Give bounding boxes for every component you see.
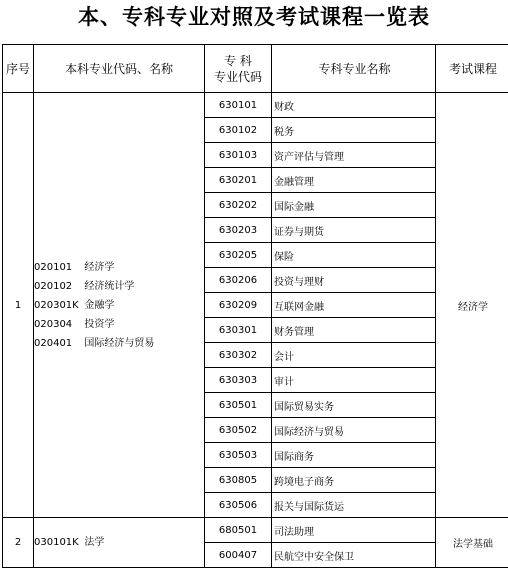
- junior-major-name: 税务: [272, 118, 436, 143]
- junior-major-name: 金融管理: [272, 168, 436, 193]
- junior-major-code: 630805: [205, 468, 272, 493]
- header-name: 专科专业名称: [272, 45, 436, 93]
- undergrad-major-name: 金融学: [84, 299, 115, 311]
- undergrad-major-code: 020401: [34, 337, 73, 349]
- junior-major-code: 630301: [205, 318, 272, 343]
- undergrad-major-code: 020304: [34, 318, 73, 330]
- junior-major-name: 保险: [272, 243, 436, 268]
- junior-major-name: 司法助理: [272, 518, 436, 543]
- junior-major-name: 报关与国际货运: [272, 493, 436, 518]
- junior-major-code: 630102: [205, 118, 272, 143]
- undergrad-major-list: [34, 518, 205, 568]
- header-code-line1: 专 科: [224, 53, 252, 68]
- undergrad-major-list: [34, 93, 205, 518]
- junior-major-code: 630201: [205, 168, 272, 193]
- header-exam: 考试课程: [436, 45, 508, 93]
- undergrad-major-code: 030101K: [34, 537, 79, 548]
- junior-major-name: 互联网金融: [272, 293, 436, 318]
- junior-major-code: 680501: [205, 518, 272, 543]
- junior-major-name: 财政: [272, 93, 436, 118]
- undergrad-major-name: 经济学: [84, 261, 115, 273]
- junior-major-name: 国际经济与贸易: [272, 418, 436, 443]
- undergrad-major-name: 投资学: [84, 318, 115, 330]
- junior-major-name: 国际贸易实务: [272, 393, 436, 418]
- header-code: [205, 45, 272, 93]
- header-row: [3, 45, 508, 93]
- undergrad-major: [34, 315, 204, 334]
- junior-major-name: 国际金融: [272, 193, 436, 218]
- table-body: [3, 93, 508, 568]
- group-index: 2: [3, 518, 34, 568]
- junior-major-code: 630206: [205, 268, 272, 293]
- junior-major-name: 跨境电子商务: [272, 468, 436, 493]
- junior-major-code: 630209: [205, 293, 272, 318]
- table-row: [3, 518, 508, 543]
- junior-major-name: 会计: [272, 343, 436, 368]
- junior-major-name: 国际商务: [272, 443, 436, 468]
- junior-major-name: 证券与期货: [272, 218, 436, 243]
- major-table: [2, 44, 508, 568]
- undergrad-major: [34, 533, 204, 552]
- undergrad-major-name: 国际经济与贸易: [84, 337, 155, 349]
- undergrad-major-name: 法学: [84, 537, 105, 548]
- header-code-line2: 专业代码: [213, 69, 262, 84]
- junior-major-code: 630103: [205, 143, 272, 168]
- group-index: 1: [3, 93, 34, 518]
- page-title: 本、专科专业对照及考试课程一览表: [78, 5, 430, 29]
- junior-major-code: 630502: [205, 418, 272, 443]
- undergrad-major-code: 020102: [34, 280, 73, 292]
- junior-major-code: 630202: [205, 193, 272, 218]
- table-row: [3, 93, 508, 118]
- junior-major-code: 630302: [205, 343, 272, 368]
- undergrad-major-name: 经济统计学: [84, 280, 135, 292]
- undergrad-major: [34, 296, 204, 315]
- undergrad-major: [34, 277, 204, 296]
- junior-major-code: 630205: [205, 243, 272, 268]
- junior-major-name: 投资与理财: [272, 268, 436, 293]
- junior-major-code: 630303: [205, 368, 272, 393]
- junior-major-name: 审计: [272, 368, 436, 393]
- junior-major-code: 630503: [205, 443, 272, 468]
- junior-major-name: 财务管理: [272, 318, 436, 343]
- junior-major-code: 630101: [205, 93, 272, 118]
- junior-major-code: 630506: [205, 493, 272, 518]
- undergrad-major: [34, 334, 204, 353]
- undergrad-major: [34, 258, 204, 277]
- junior-major-code: 630203: [205, 218, 272, 243]
- exam-course: 经济学: [436, 93, 508, 518]
- undergrad-major-code: 020301K: [34, 299, 79, 311]
- header-undergrad: 本科专业代码、名称: [34, 45, 205, 93]
- junior-major-name: 资产评估与管理: [272, 143, 436, 168]
- undergrad-major-code: 020101: [34, 261, 73, 273]
- header-index: 序号: [3, 45, 34, 93]
- junior-major-code: 630501: [205, 393, 272, 418]
- junior-major-name: 民航空中安全保卫: [272, 543, 436, 568]
- exam-course: 法学基础: [436, 518, 508, 568]
- junior-major-code: 600407: [205, 543, 272, 568]
